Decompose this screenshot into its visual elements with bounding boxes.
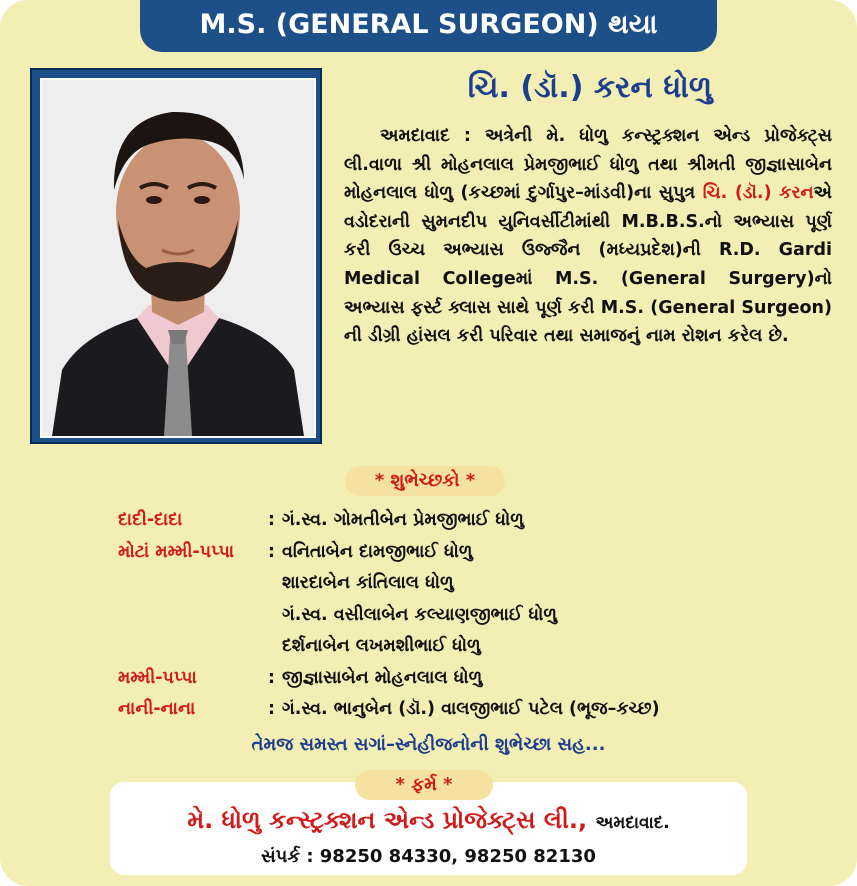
wisher-row <box>118 605 818 637</box>
wisher-name: વનિતાબેન દામજીભાઈ ધોળુ <box>282 541 473 562</box>
wisher-row <box>118 573 818 605</box>
wisher-row <box>118 636 818 668</box>
wisher-relation: મોટાં મમ્મી-પપ્પા <box>118 541 235 562</box>
wisher-row <box>118 668 818 700</box>
portrait-illustration <box>42 80 314 436</box>
person-name: ચિ. (ડૉ.) કરન ધોળુ <box>467 70 713 105</box>
paragraph-tail: એ વડોદરાની સુમનદીપ યુનિવર્સીટીમાંથી M.B.B.S.નો અભ્યાસ પૂર્ણ કરી ઉચ્ચ અભ્યાસ ઉજ્જૈન (મધ્યપ્રદેશ)ની R.D. Gardi Medical Collegeમાં M.S. (General Surgery)નો અભ્યાસ ફર્સ્ટ ક્લાસ સાથે પૂર્ણ કરી M.S. (General Surgeon) ની ડીગ્રી હાંસલ કરી પરિવાર તથા સમાજનું નામ રોશન કરેલ છે. <box>344 183 832 347</box>
firm-name-line <box>0 806 857 834</box>
title-banner: M.S. (GENERAL SURGEON) થયા <box>140 0 717 52</box>
contact-numbers: સંપર્ક : 98250 84330, 98250 82130 <box>261 846 596 867</box>
wisher-colon: : <box>268 667 275 688</box>
firm-heading: * ફર્મ * <box>355 770 493 800</box>
photo-frame <box>30 68 322 444</box>
paragraph-highlight: ચિ. (ડૉ.) કરન <box>702 183 814 204</box>
paragraph-lead: અમદાવાદ : અત્રેની મે. ધોળુ કન્સ્ટ્રક્શન એન્ડ પ્રોજેક્ટ્સ લી.વાળા શ્રી મોહનલાલ પ્રેમજીભાઈ ધોળુ તથા શ્રીમતી જીજ્ઞાસાબેન મોહનલાલ ધોળુ (કચ્છમાં દુર્ગાપુર–માંડવી)ના સુપુત્ર <box>344 126 832 204</box>
wisher-row <box>118 510 818 542</box>
wisher-colon: : <box>268 699 275 719</box>
wisher-name: જીજ્ઞાસાબેન મોહનલાલ ધોળુ <box>282 667 483 688</box>
announcement-paragraph <box>344 122 832 351</box>
wisher-name: દર્શનાબેન લખમશીભાઈ ધોળુ <box>282 636 481 656</box>
wisher-relation: મમ્મી-પપ્પા <box>118 667 197 688</box>
firm-name: મે. ધોળુ કન્સ્ટ્રક્શન એન્ડ પ્રોજેક્ટ્સ લી., <box>187 806 588 834</box>
wishers-list <box>118 510 818 731</box>
wisher-colon: : <box>268 510 275 530</box>
portrait-photo <box>40 78 316 438</box>
wisher-relation: દાદી-દાદા <box>118 510 183 530</box>
wisher-name: ગં.સ્વ. ગોમતીબેન પ્રેમજીભાઈ ધોળુ <box>282 510 524 530</box>
wisher-name: ગં.સ્વ. વસીલાબેન કલ્યાણજીભાઈ ધોળુ <box>282 604 558 625</box>
wisher-colon: : <box>268 541 275 562</box>
wisher-row <box>118 699 818 731</box>
firm-city: અમદાવાદ. <box>595 813 670 833</box>
greeting-line: તેમજ સમસ્ત સગાં–સ્નેહીજનોની શુભેચ્છા સહ... <box>251 734 606 755</box>
wishers-heading: * શુભેચ્છકો * <box>345 466 505 496</box>
wisher-row <box>118 542 818 574</box>
wisher-relation: નાની-નાના <box>118 699 196 719</box>
wisher-name: ગં.સ્વ. ભાનુબેન (ડૉ.) વાલજીભાઈ પટેલ (ભૂજ–કચ્છ) <box>282 699 660 719</box>
wisher-name: શારદાબેન કાંતિલાલ ધોળુ <box>282 573 454 593</box>
